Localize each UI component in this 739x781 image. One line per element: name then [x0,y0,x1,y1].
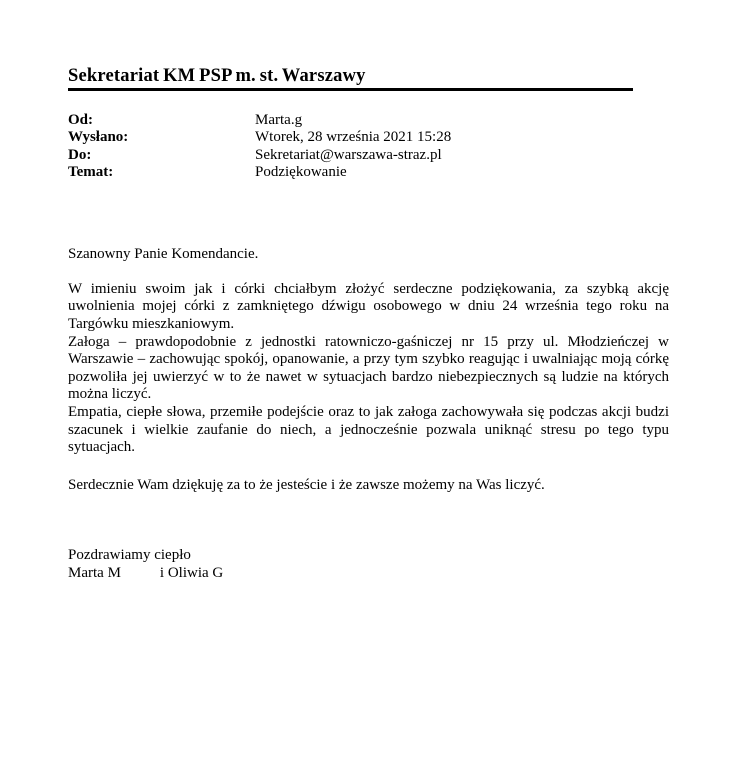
greeting-line: Szanowny Panie Komendancie. [68,245,259,262]
field-label-subject: Temat: [68,164,114,181]
signature-line [68,565,669,583]
field-label-sent: Wysłano: [68,129,129,146]
body-paragraph: Załoga – prawdopodobnie z jednostki ratowniczo-gaśniczej nr 15 przy ul. Młodzieńczej w Warszawie – zachowując spokój, opanowanie, a przy tym szybko reagując i uwalniając moją córkę pozwoliła jej uwierzyć w to że nawet w sytuacjach bardzo niebezpiecznych są ludzie na których można liczyć. [68,333,669,403]
signature-name-right: i Oliwia G [159,564,224,581]
field-value-sent: Wtorek, 28 września 2021 15:28 [255,129,452,146]
email-body [68,246,669,583]
field-label-from: Od: [68,112,94,128]
signature-name-left: Marta M [68,564,121,581]
email-meta-fields [68,112,669,182]
body-paragraph: W imieniu swoim jak i córki chciałbym złożyć serdeczne podziękowania, za szybką akcję uwolnienia mojej córki z zamkniętego dźwigu osobowego w dniu 24 września tego roku na Targówku mieszkaniowym. [68,280,669,332]
field-value-from: Marta.g [255,112,303,128]
field-value-subject: Podziękowanie [255,164,347,181]
body-paragraph: Empatia, ciepłe słowa, przemiłe podejście oraz to jak załoga zachowywała się podczas akcji budzi szacunek i wielkie zaufanie do niech, a jednocześnie pozwala uniknąć stresu po tego typu sytuacjach. [68,403,669,456]
meta-row-to [68,147,669,164]
signoff-line: Pozdrawiamy ciepło [68,547,191,564]
page-title: Sekretariat KM PSP m. st. Warszawy [68,66,633,91]
field-label-to: Do: [68,146,92,163]
meta-row-subject [68,164,669,181]
meta-row-sent [68,129,669,146]
field-value-to: Sekretariat@warszawa-straz.pl [255,146,442,163]
meta-row-from [68,112,669,129]
closing-line: Serdecznie Wam dziękuję za to że jesteście i że zawsze możemy na Was liczyć. [68,476,545,493]
